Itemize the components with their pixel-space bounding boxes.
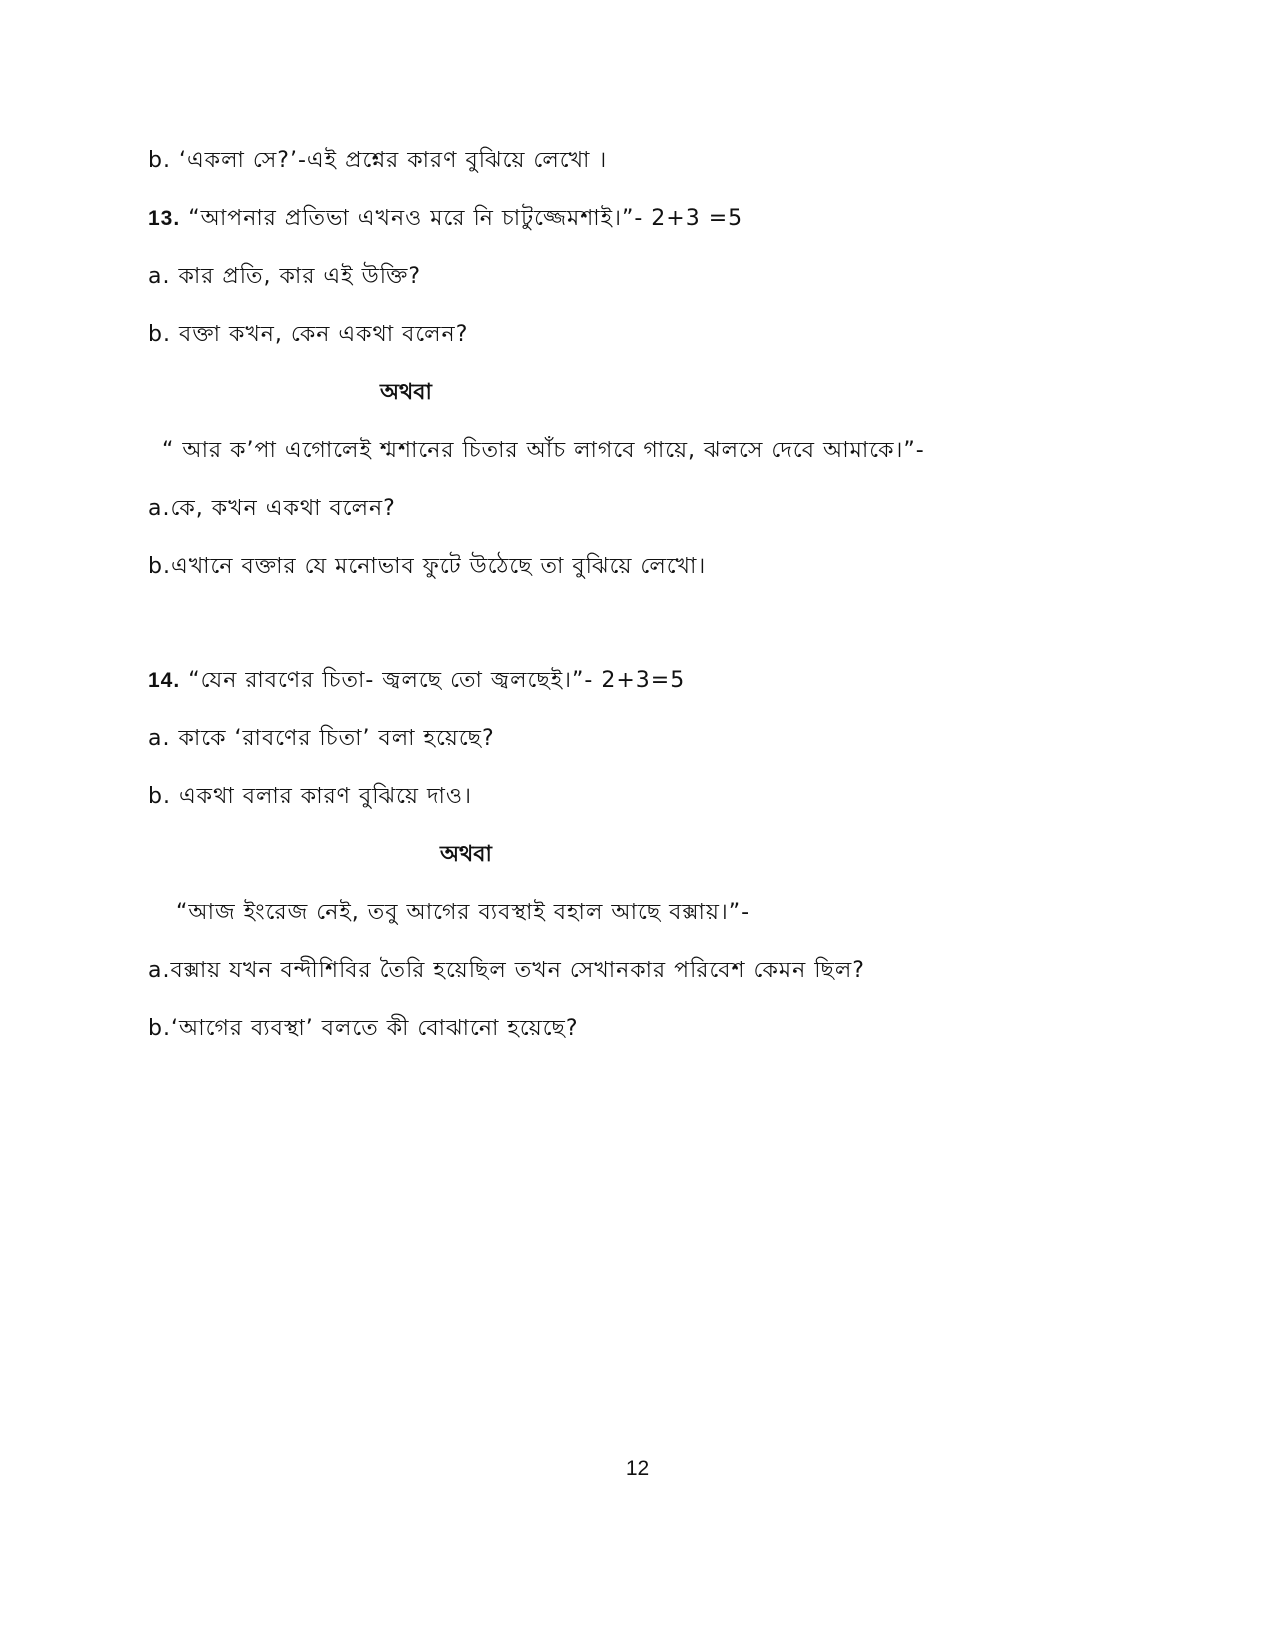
q14-or-heading: অথবা (440, 842, 492, 867)
page-number: 12 (625, 1457, 650, 1480)
q14-alt-quote: “আজ ইংরেজ নেই, তবু আগের ব্যবস্থাই বহাল আছে বক্সায়।”- (176, 900, 751, 925)
q14-alt-part-b: b.‘আগের ব্যবস্থা’ বলতে কী বোঝানো হয়েছে? (148, 1016, 579, 1041)
q14-part-a: a. কাকে ‘রাবণের চিতা’ বলা হয়েছে? (148, 726, 495, 751)
q13-alt-part-a: a.কে, কখন একথা বলেন? (148, 496, 396, 521)
q13-part-b: b. বক্তা কখন, কেন একথা বলেন? (148, 322, 469, 347)
q14-number: 14. (148, 669, 181, 692)
q13-number: 13. (148, 207, 181, 230)
q14-part-b: b. একথা বলার কারণ বুঝিয়ে দাও। (148, 784, 472, 809)
q13-or-heading: অথবা (380, 380, 432, 405)
q14-quote: “যেন রাবণের চিতা- জ্বলছে তো জ্বলছেই।”- 2+3=5 (188, 668, 686, 693)
q13-line (148, 204, 743, 234)
q13-quote: “আপনার প্রতিভা এখনও মরে নি চাটুজ্জেমশাই।”- 2+3 =5 (188, 206, 744, 231)
q12-part-b: b. ‘একলা সে?’-এই প্রশ্নের কারণ বুঝিয়ে লেখো । (148, 148, 608, 173)
q14-alt-part-a: a.বক্সায় যখন বন্দীশিবির তৈরি হয়েছিল তখন সেখানকার পরিবেশ কেমন ছিল? (148, 958, 865, 983)
q13-alt-quote: “ আর ক’পা এগোলেই শ্মশানের চিতার আঁচ লাগবে গায়ে, ঝলসে দেবে আমাকে।”- (162, 438, 925, 463)
q13-part-a: a. কার প্রতি, কার এই উক্তি? (148, 264, 422, 289)
q13-alt-part-b: b.এখানে বক্তার যে মনোভাব ফুটে উঠেছে তা বুঝিয়ে লেখো। (148, 554, 707, 579)
q14-line (148, 666, 685, 696)
